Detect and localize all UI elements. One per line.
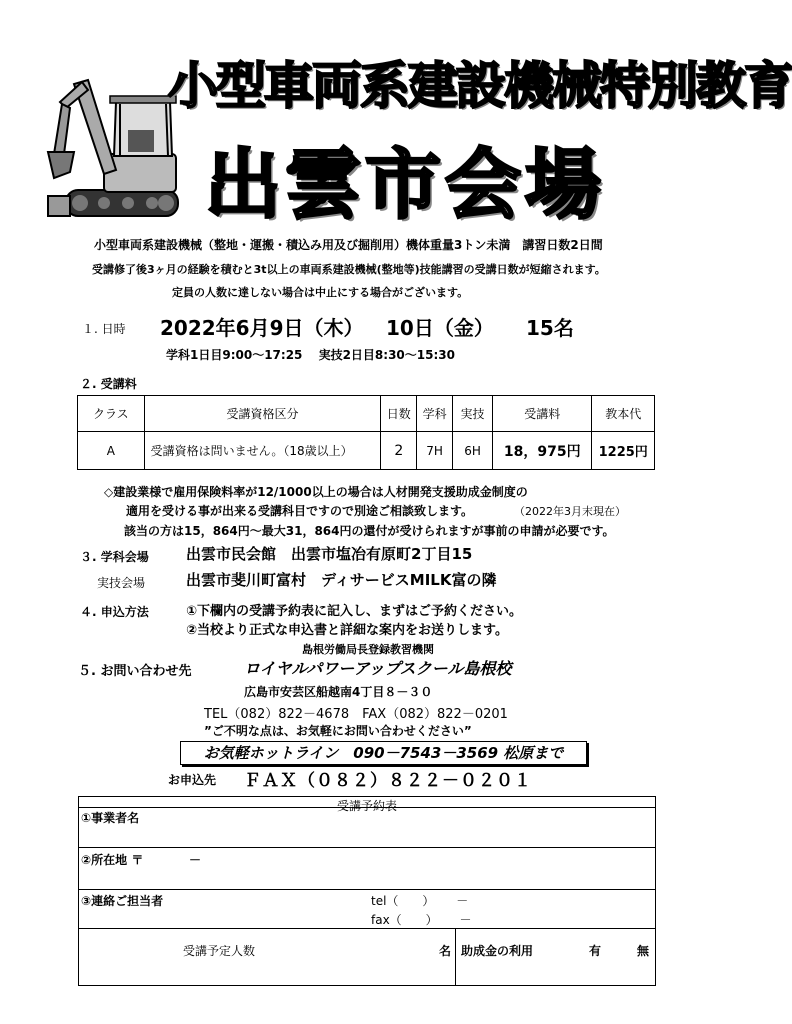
title-venue: 出雲市会場 <box>205 140 605 229</box>
apply-step-1: ①下欄内の受講予約表に記入し、まずはご予約ください。 <box>186 604 523 619</box>
fee-cell-class: A <box>78 432 145 470</box>
apply-fax: ＦＡＸ（０８２）８２２－０２０１ <box>244 771 532 791</box>
form-subsidy-yes[interactable]: 有 <box>589 944 602 958</box>
excavator-illustration <box>44 62 184 230</box>
form-subsidy-label: 助成金の利用 <box>461 944 534 958</box>
fee-cell-qualification: 受講資格は問いません。（18歳以上） <box>144 432 381 470</box>
fee-header-theory: 学科 <box>417 396 453 432</box>
note-line-2b: （2022年3月末現在） <box>514 505 626 518</box>
fee-header-class: クラス <box>78 396 145 432</box>
fee-cell-days: 2 <box>381 432 417 470</box>
fee-header-days: 日数 <box>381 396 417 432</box>
venue-practical: 出雲市斐川町富村 ディサービスMILK富の隣 <box>186 571 497 589</box>
apply-step-2: ②当校より正式な申込書と詳細な案内をお送りします。 <box>186 623 508 638</box>
form-tel-field[interactable]: tel（ ） － <box>371 894 469 908</box>
fee-header-fee: 受講料 <box>493 396 592 432</box>
title-course: 小型車両系建設機械特別教育 <box>168 57 792 115</box>
form-attendees-label: 受講予定人数 <box>183 944 256 958</box>
fee-cell-textbook: 1225円 <box>592 432 655 470</box>
registered-institution: 島根労働局長登録教習機関 <box>302 643 434 656</box>
venue-label: ３. 学科会場 <box>80 550 149 564</box>
note-line-3: 該当の方は15，864円～最大31，864円の還付が受けられますが事前の申請が必要です。 <box>124 524 615 538</box>
intro-line-1: 小型車両系建設機械（整地・運搬・積込み用及び掘削用）機体重量3トン未満 講習日数2日間 <box>94 238 603 252</box>
schedule-date-2: 10日（金） <box>386 316 494 340</box>
note-line-2: 適用を受ける事が出来る受講科目ですので別途ご相談致します。 <box>126 504 474 518</box>
school-tel-fax: TEL（082）822－4678 FAX（082）822－0201 <box>204 707 508 722</box>
fee-header-qualification: 受講資格区分 <box>144 396 381 432</box>
fee-cell-theory: 7H <box>417 432 453 470</box>
schedule-date: 2022年6月9日（木） <box>160 316 364 340</box>
intro-line-3: 定員の人数に達しない場合は中止にする場合がございます。 <box>172 286 469 299</box>
venue-lecture: 出雲市民会館 出雲市塩冶有原町2丁目15 <box>186 545 473 563</box>
form-subsidy-no[interactable]: 無 <box>637 944 650 958</box>
form-title: 受講予約表 <box>336 799 397 813</box>
apply-to-label: お申込先 <box>168 773 217 787</box>
schedule-capacity: 15名 <box>526 316 574 340</box>
school-address: 広島市安芸区船越南4丁目８－３０ <box>244 685 433 699</box>
schedule-times: 学科1日目9:00～17:25 実技2日目8:30～15:30 <box>166 348 455 362</box>
fee-cell-fee: 18，975円 <box>493 432 592 470</box>
note-line-1: ◇建設業様で雇用保険料率が12/1000以上の場合は人材開発支援助成金制度の <box>104 485 528 499</box>
apply-label: ４. 申込方法 <box>80 605 149 619</box>
form-address-label[interactable]: ②所在地 〒 <box>81 853 144 867</box>
fee-header-practical: 実技 <box>453 396 493 432</box>
form-fax-field[interactable]: fax（ ） － <box>371 913 472 927</box>
hotline-box: お気軽ホットライン 090－7543－3569 松原まで <box>180 741 587 765</box>
fee-header-textbook: 教本代 <box>592 396 655 432</box>
school-name: ロイヤルパワーアップスクール島根校 <box>244 659 512 678</box>
contact-label: ５. お問い合わせ先 <box>78 664 192 679</box>
fee-label: ２. 受講料 <box>80 377 137 391</box>
form-address-dash: － <box>189 853 202 867</box>
reservation-form <box>78 796 656 986</box>
fee-table <box>77 395 655 470</box>
intro-line-2: 受講修了後3ヶ月の経験を積むと3t以上の車両系建設機械(整地等)技能講習の受講日数が短縮されます。 <box>92 263 606 276</box>
venue-practical-label: 実技会場 <box>97 576 146 590</box>
schedule-label: １. 日時 <box>82 322 126 336</box>
form-contact-person-label[interactable]: ③連絡ご担当者 <box>81 894 164 908</box>
form-attendees-unit[interactable]: 名 <box>439 944 452 958</box>
form-company-label[interactable]: ①事業者名 <box>81 811 140 825</box>
welcome-message: ”ご不明な点は、お気軽にお問い合わせください” <box>204 724 472 738</box>
fee-cell-practical: 6H <box>453 432 493 470</box>
